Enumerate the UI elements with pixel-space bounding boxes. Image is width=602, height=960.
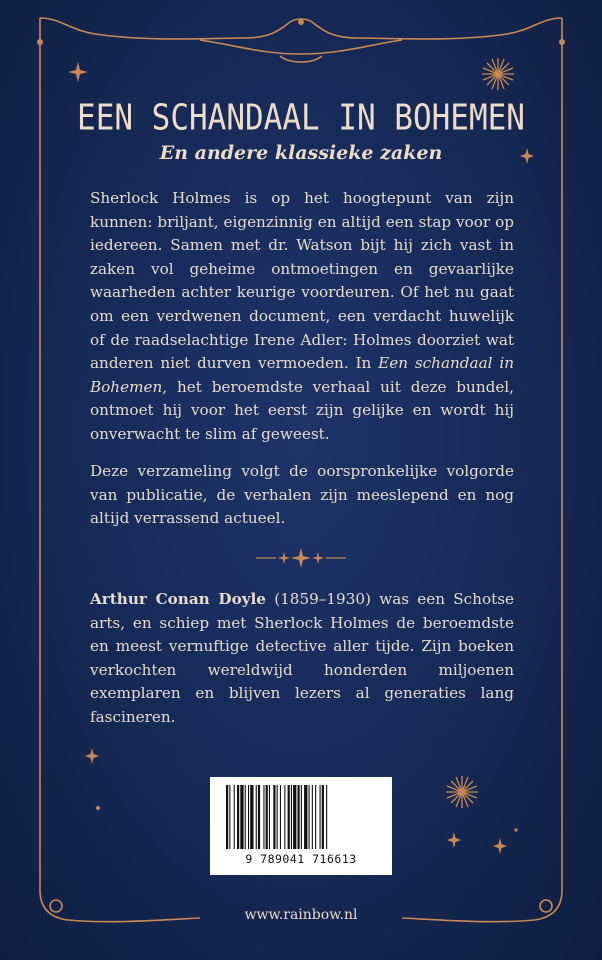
author-name: Arthur Conan Doyle	[90, 590, 266, 608]
blurb-p1-intro: Sherlock Holmes is op het hoogtepunt van zijn kunnen: briljant, eigenzinnig en altijd een stap voor op iedereen. Samen met dr. Watson bijt hij zich vast in zaken vol geheime ontmoetingen en gevaarlijke waarheden achter keurige voordeuren. Of het nu gaat om een verdwenen document, een verdacht huwelijk of de raadselachtige Irene Adler: Holmes doorziet wat anderen niet durven vermoeden. In	[90, 189, 514, 373]
sunburst-icon	[446, 776, 478, 808]
star-icon	[68, 62, 88, 82]
isbn-number: 9 789041 716613	[245, 852, 357, 866]
publisher-website: www.rainbow.nl	[244, 907, 358, 923]
star-icon	[447, 832, 461, 848]
blurb-p1-title-italic: Een schandaal in Bohemen	[90, 354, 514, 396]
blurb-paragraph-1	[90, 187, 514, 447]
author-bio	[90, 588, 514, 730]
blurb-paragraph-2: Deze verzameling volgt de oorspronkelijke volgorde van publicatie, de verhalen zijn meeslepend en nog altijd verrassend actueel.	[90, 462, 514, 528]
isbn-barcode	[210, 777, 392, 875]
barcode-bars	[226, 785, 376, 849]
author-bio-text: (1859–1930) was een Schotse arts, en schiep met Sherlock Holmes de beroemdste en meest vernuftige detective aller tijde. Zijn boeken verkochten wereldwijd honderden miljoenen exemplaren en blijven lezers al generaties lang fascineren.	[90, 590, 514, 726]
book-subtitle: En andere klassieke zaken	[159, 142, 443, 164]
star-icon	[85, 748, 99, 764]
book-title: EEN SCHANDAAL IN BOHEMEN	[77, 97, 525, 139]
section-divider	[256, 548, 346, 568]
blurb-p1-rest: , het beroemdste verhaal uit deze bundel, ontmoet hij voor het eerst zijn gelijke en wordt hij onverwacht te slim af geweest.	[90, 377, 514, 443]
star-icon	[493, 838, 507, 854]
sunburst-icon	[482, 58, 514, 90]
